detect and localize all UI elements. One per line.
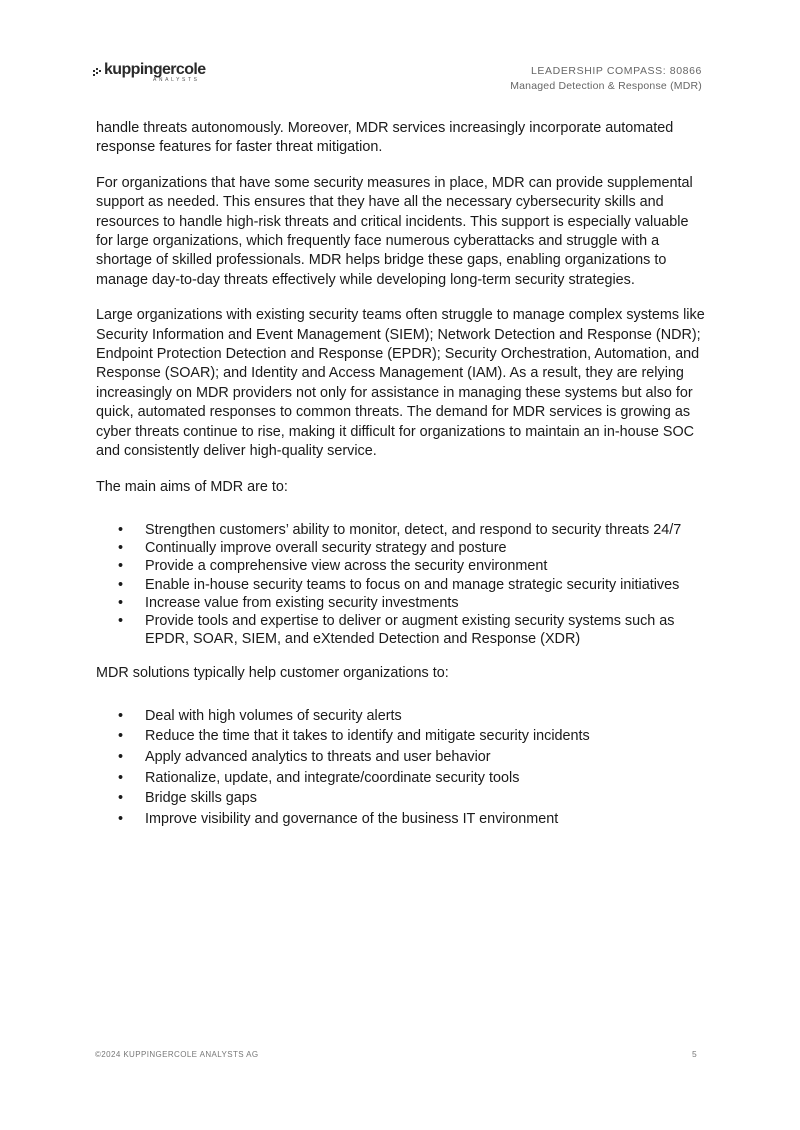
list-item: • Improve visibility and governance of the business IT environment <box>96 809 708 830</box>
list-item: • Enable in-house security teams to focus on and manage strategic security initiatives <box>96 576 708 594</box>
list-item: • Deal with high volumes of security alerts <box>96 706 708 727</box>
list-item: • Provide a comprehensive view across the security environment <box>96 557 708 575</box>
footer-copyright: ©2024 KUPPINGERCOLE ANALYSTS AG <box>95 1050 259 1059</box>
helps-intro: MDR solutions typically help customer organizations to: <box>96 665 449 682</box>
list-item: • Provide tools and expertise to deliver or augment existing security systems such as EPDR, SOAR, SIEM, and eXtended Detection and Response (XDR) <box>96 612 708 648</box>
page-body <box>96 119 708 845</box>
list-item: • Rationalize, update, and integrate/coordinate security tools <box>96 768 708 789</box>
company-logo <box>93 62 233 84</box>
aims-intro: The main aims of MDR are to: <box>96 478 288 495</box>
paragraph: handle threats autonomously. Moreover, MDR services increasingly incorporate automated response features for faster threat mitigation. <box>96 120 674 156</box>
helps-list <box>96 706 708 830</box>
list-item: • Continually improve overall security strategy and posture <box>96 539 708 557</box>
paragraph: Large organizations with existing security teams often struggle to manage complex systems like Security Information and Event Management (SIEM); Network Detection and Response (NDR); Endpoint Protection Detection and Response (EPDR); Security Orchestration, Automation, and Response (SOAR); and Identity and Access Management (IAM). As a result, they are relying increasingly on MDR providers not only for assistance in managing these systems but also for quick, automated responses to common threats. The demand for MDR services is growing as cyber threats continue to rise, making it difficult for organizations to maintain an in-house SOC and consistently deliver high-quality service. <box>96 307 705 460</box>
page-number: 5 <box>692 1049 697 1059</box>
list-item: • Reduce the time that it takes to identify and mitigate security incidents <box>96 726 708 747</box>
list-item: • Bridge skills gaps <box>96 788 708 809</box>
aims-list <box>96 521 708 648</box>
logo-subtext: ANALYSTS <box>153 77 200 83</box>
list-item: • Increase value from existing security investments <box>96 594 708 612</box>
logo-mark-icon <box>93 65 103 75</box>
paragraph: For organizations that have some security measures in place, MDR can provide supplemental support as needed. This ensures that they have all the necessary cybersecurity skills and resources to handle high-risk threats and critical incidents. This support is especially valuable for large organizations, which frequently face numerous cyberattacks and struggle with a shortage of skilled professionals. MDR helps bridge these gaps, enabling organizations to manage day-to-day threats effectively while developing long-term security strategies. <box>96 174 693 288</box>
document-type: LEADERSHIP COMPASS: 80866 <box>530 65 702 77</box>
list-item: • Apply advanced analytics to threats and user behavior <box>96 747 708 768</box>
document-subtitle: Managed Detection & Response (MDR) <box>510 80 702 92</box>
document-header <box>510 64 702 93</box>
logo-text: kuppingercole <box>104 61 206 78</box>
list-item: • Strengthen customers’ ability to monitor, detect, and respond to security threats 24/7 <box>96 521 708 539</box>
